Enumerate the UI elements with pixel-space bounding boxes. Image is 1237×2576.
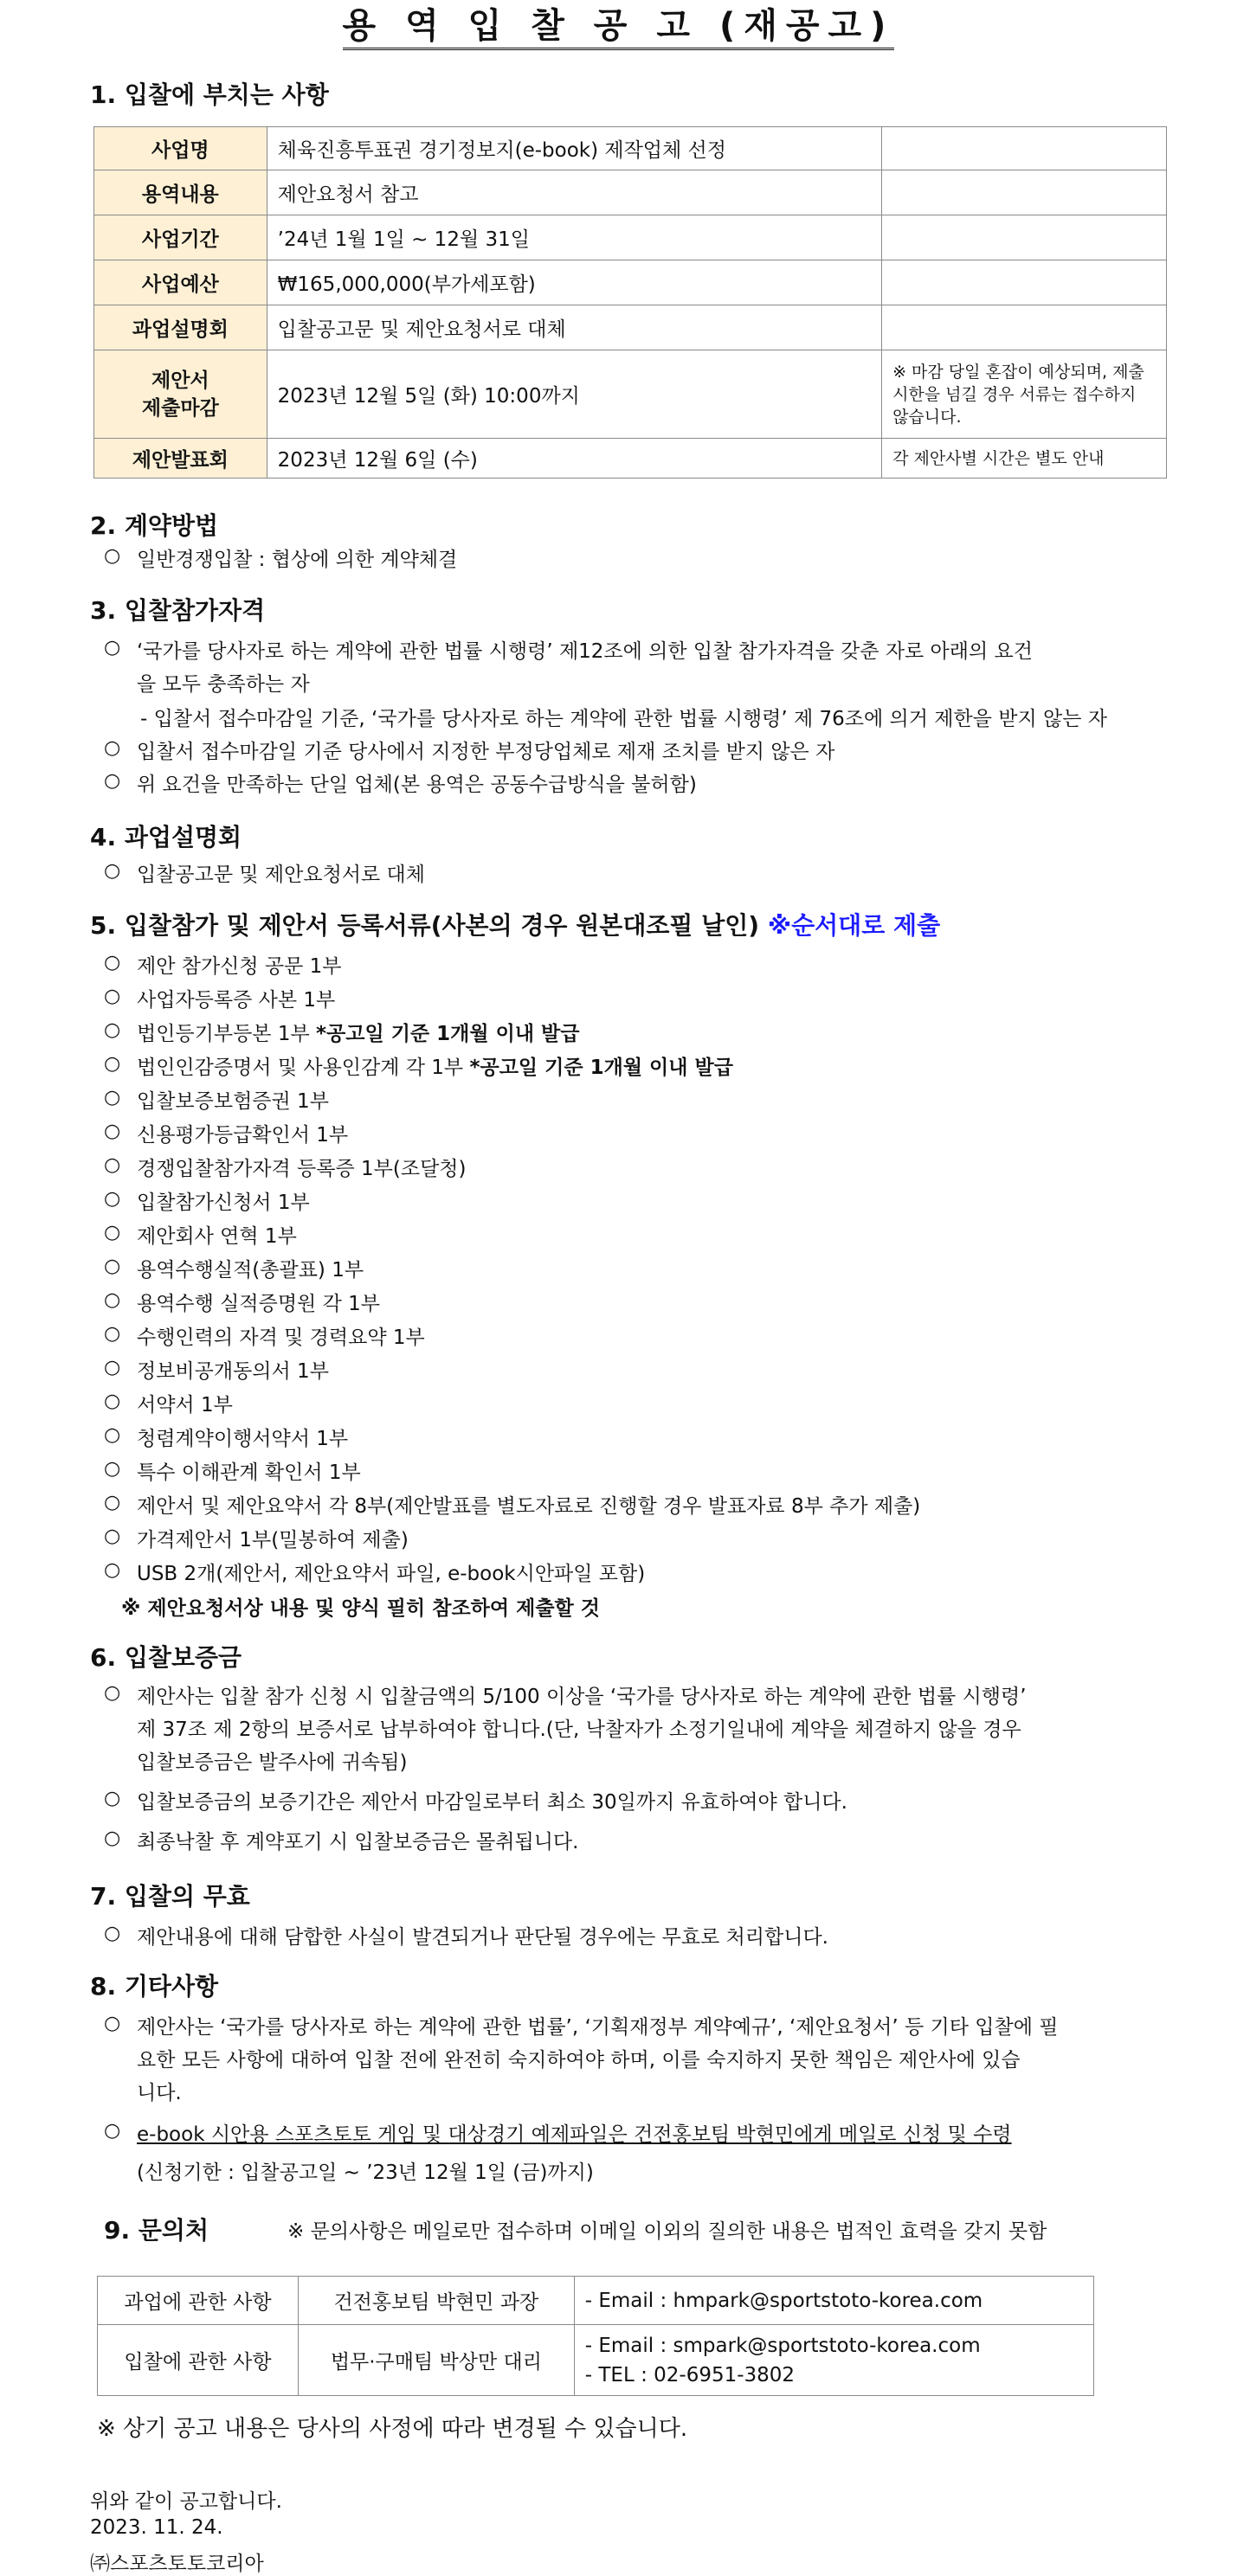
- bullet-circle: ○: [104, 1357, 121, 1378]
- row-note: 각 제안사별 시간은 별도 안내: [882, 439, 1167, 479]
- row-label: 과업설명회: [94, 305, 267, 350]
- row-note: ※ 마감 당일 혼잡이 예상되며, 제출시한을 넘길 경우 서류는 접수하지 않습니다.: [882, 350, 1167, 439]
- reference-note: ※ 제안요청서상 내용 및 양식 필히 참조하여 제출할 것: [121, 1597, 600, 1620]
- table-row: [94, 260, 1167, 305]
- contact-phone: - TEL : 02-6951-3802: [584, 2363, 796, 2386]
- bullet-circle: ○: [104, 1424, 121, 1446]
- list-item: 최종낙찰 후 계약포기 시 입찰보증금은 몰취됩니다.: [137, 1831, 579, 1853]
- bullet-circle: ○: [104, 1019, 121, 1041]
- list-item: 제안서 및 제안요약서 각 8부(제안발표를 별도자료로 진행할 경우 발표자료 8부 추가 제출): [137, 1495, 921, 1518]
- table-row: [94, 170, 1167, 215]
- contact-topic: 과업에 관한 사항: [98, 2277, 299, 2325]
- list-item: 가격제안서 1부(밀봉하여 제출): [137, 1529, 409, 1551]
- closing-date: 2023. 11. 24.: [90, 2516, 223, 2539]
- list-item: 법인인감증명서 및 사용인감계 각 1부 *공고일 기준 1개월 이내 발급: [137, 1057, 733, 1079]
- row-value: ’24년 1월 1일 ~ 12월 31일: [267, 215, 881, 260]
- list-item-continued: 니다.: [137, 2082, 182, 2104]
- row-value: 2023년 12월 5일 (화) 10:00까지: [267, 350, 881, 439]
- bullet-circle: ○: [104, 1828, 121, 1849]
- list-item: 특수 이해관계 확인서 1부: [137, 1461, 361, 1484]
- table-row: [98, 2325, 1094, 2396]
- list-item: 정보비공개동의서 1부: [137, 1360, 329, 1383]
- bullet-circle: ○: [104, 1188, 121, 1210]
- list-item: 제안사는 ‘국가를 당사자로 하는 계약에 관한 법률’, ‘기획재정부 계약예규’, ‘제안요청서’ 등 기타 입찰에 필: [137, 2016, 1059, 2039]
- section-4-heading: 4. 과업설명회: [90, 823, 242, 851]
- submit-order-note: ※순서대로 제출: [767, 911, 941, 940]
- section-8-heading: 8. 기타사항: [90, 1972, 219, 2001]
- bullet-circle: ○: [104, 1526, 121, 1547]
- row-label: 용역내용: [94, 170, 267, 215]
- bullet-circle: ○: [104, 545, 121, 567]
- inquiry-note: ※ 문의사항은 메일로만 접수하며 이메일 이외의 질의한 내용은 법적인 효력을 갖지 못함: [287, 2220, 1047, 2243]
- section-7-heading: 7. 입찰의 무효: [90, 1882, 250, 1911]
- list-subitem: - 입찰서 접수마감일 기준, ‘국가를 당사자로 하는 계약에 관한 법률 시행령’ 제 76조에 의거 제한을 받지 않는 자: [140, 708, 1107, 730]
- bullet-circle: ○: [104, 1682, 121, 1704]
- bullet-circle: ○: [104, 952, 121, 973]
- table-row: [94, 439, 1167, 479]
- row-label: 제안발표회: [94, 439, 267, 479]
- bullet-circle: ○: [104, 1323, 121, 1345]
- bullet-circle: ○: [104, 1289, 121, 1311]
- row-value: 제안요청서 참고: [267, 170, 881, 215]
- closing-statement: 위와 같이 공고합니다.: [90, 2490, 282, 2513]
- table-row: [98, 2277, 1094, 2325]
- contact-person: 법무·구매팀 박상만 대리: [299, 2325, 575, 2396]
- list-item: 제안내용에 대해 담합한 사실이 발견되거나 판단될 경우에는 무효로 처리합니다.: [137, 1926, 828, 1949]
- list-item: USB 2개(제안서, 제안요약서 파일, e-book시안파일 포함): [137, 1563, 646, 1585]
- list-item: 일반경쟁입찰 : 협상에 의한 계약체결: [137, 549, 458, 571]
- list-item: 제안회사 연혁 1부: [137, 1225, 297, 1248]
- list-item: 사업자등록증 사본 1부: [137, 989, 336, 1012]
- contact-table: [97, 2276, 1094, 2396]
- row-note: [882, 215, 1167, 260]
- bullet-circle: ○: [104, 1923, 121, 1944]
- bullet-circle: ○: [104, 1154, 121, 1176]
- contact-info: [574, 2325, 1093, 2396]
- list-item: 입찰서 접수마감일 기준 당사에서 지정한 부정당업체로 제재 조치를 받지 않은 자: [137, 741, 835, 763]
- bullet-circle: ○: [104, 2120, 121, 2142]
- bullet-circle: ○: [104, 737, 121, 759]
- bullet-circle: ○: [104, 770, 121, 792]
- contact-email: - Email : hmpark@sportstoto-korea.com: [584, 2289, 983, 2312]
- list-item-continued: 제 37조 제 2항의 보증서로 납부하여야 합니다.(단, 낙찰자가 소정기일내에 계약을 체결하지 않을 경우: [137, 1718, 1021, 1741]
- list-item: 신용평가등급확인서 1부: [137, 1124, 349, 1147]
- bullet-circle: ○: [104, 637, 121, 658]
- row-label: 사업예산: [94, 260, 267, 305]
- list-item: 경쟁입찰참가자격 등록증 1부(조달청): [137, 1158, 467, 1180]
- list-item: 입찰보증보험증권 1부: [137, 1090, 329, 1113]
- bullet-circle: ○: [104, 860, 121, 882]
- section-5-heading: [90, 907, 940, 941]
- list-item: ‘국가를 당사자로 하는 계약에 관한 법률 시행령’ 제12조에 의한 입찰 참가자격을 갖춘 자로 아래의 요건: [137, 640, 1033, 663]
- project-info-table: [93, 126, 1167, 479]
- row-value: 2023년 12월 6일 (수): [267, 439, 881, 479]
- list-item: 제안사는 입찰 참가 신청 시 입찰금액의 5/100 이상을 ‘국가를 당사자로 하는 계약에 관한 법률 시행령’: [137, 1686, 1027, 1708]
- table-row: [94, 215, 1167, 260]
- section-9-heading: 9. 문의처: [104, 2216, 209, 2245]
- bullet-circle: ○: [104, 1391, 121, 1412]
- bullet-circle: ○: [104, 1492, 121, 1513]
- bullet-circle: ○: [104, 1222, 121, 1243]
- bullet-circle: ○: [104, 1458, 121, 1480]
- list-item-continued: 을 모두 충족하는 자: [137, 673, 310, 696]
- row-value: ₩165,000,000(부가세포함): [267, 260, 881, 305]
- contact-email: - Email : smpark@sportstoto-korea.com: [584, 2334, 981, 2357]
- list-item: 서약서 1부: [137, 1394, 233, 1416]
- row-value: 체육진흥투표권 경기정보지(e-book) 제작업체 선정: [267, 127, 881, 170]
- bullet-circle: ○: [104, 2013, 121, 2034]
- bullet-circle: ○: [104, 1788, 121, 1809]
- row-note: [882, 127, 1167, 170]
- row-value: 입찰공고문 및 제안요청서로 대체: [267, 305, 881, 350]
- change-notice: ※ 상기 공고 내용은 당사의 사정에 따라 변경될 수 있습니다.: [97, 2416, 688, 2442]
- list-item: 입찰보증금의 보증기간은 제안서 마감일로부터 최소 30일까지 유효하여야 합니다.: [137, 1791, 847, 1814]
- bullet-circle: ○: [104, 1053, 121, 1075]
- row-note: [882, 260, 1167, 305]
- list-item: 위 요건을 만족하는 단일 업체(본 용역은 공동수급방식을 불허함): [137, 774, 697, 796]
- section-6-heading: 6. 입찰보증금: [90, 1643, 242, 1672]
- list-item: e-book 시안용 스포츠토토 게임 및 대상경기 예제파일은 건전홍보팀 박현민에게 메일로 신청 및 수령: [137, 2123, 1012, 2146]
- list-item: 수행인력의 자격 및 경력요약 1부: [137, 1327, 425, 1349]
- list-item: 입찰참가신청서 1부: [137, 1192, 310, 1214]
- bullet-circle: ○: [104, 1121, 121, 1142]
- bullet-circle: ○: [104, 1087, 121, 1108]
- section-5-title: 5. 입찰참가 및 제안서 등록서류(사본의 경우 원본대조필 날인): [90, 911, 760, 940]
- list-item: 입찰공고문 및 제안요청서로 대체: [137, 864, 425, 886]
- section-3-heading: 3. 입찰참가자격: [90, 596, 266, 625]
- bullet-circle: ○: [104, 1559, 121, 1581]
- contact-topic: 입찰에 관한 사항: [98, 2325, 299, 2396]
- list-item-continued: (신청기한 : 입찰공고일 ~ ’23년 12월 1일 (금)까지): [137, 2162, 594, 2184]
- table-row: [94, 127, 1167, 170]
- list-item-continued: 입찰보증금은 발주사에 귀속됨): [137, 1751, 408, 1774]
- list-item: 제안 참가신청 공문 1부: [137, 955, 342, 978]
- contact-info: [574, 2277, 1093, 2325]
- bullet-circle: ○: [104, 1256, 121, 1277]
- row-note: [882, 170, 1167, 215]
- row-label: 사업명: [94, 127, 267, 170]
- list-item: 용역수행 실적증명원 각 1부: [137, 1293, 380, 1315]
- row-note: [882, 305, 1167, 350]
- list-item: 법인등기부등본 1부 *공고일 기준 1개월 이내 발급: [137, 1023, 580, 1045]
- bullet-circle: ○: [104, 986, 121, 1007]
- contact-person: 건전홍보팀 박현민 과장: [299, 2277, 575, 2325]
- row-label: 제안서 제출마감: [94, 350, 267, 439]
- page-title: 용 역 입 찰 공 고 (재공고): [0, 0, 1237, 48]
- row-label: 사업기간: [94, 215, 267, 260]
- company-name: ㈜스포츠토토코리아: [90, 2553, 264, 2575]
- list-item-continued: 요한 모든 사항에 대하여 입찰 전에 완전히 숙지하여야 하며, 이를 숙지하지 못한 책임은 제안사에 있습: [137, 2049, 1021, 2072]
- section-1-heading: 1. 입찰에 부치는 사항: [90, 80, 329, 109]
- list-item: 청렴계약이행서약서 1부: [137, 1428, 349, 1450]
- table-row: [94, 305, 1167, 350]
- list-item: 용역수행실적(총괄표) 1부: [137, 1259, 364, 1282]
- table-row: [94, 350, 1167, 439]
- section-2-heading: 2. 계약방법: [90, 511, 219, 540]
